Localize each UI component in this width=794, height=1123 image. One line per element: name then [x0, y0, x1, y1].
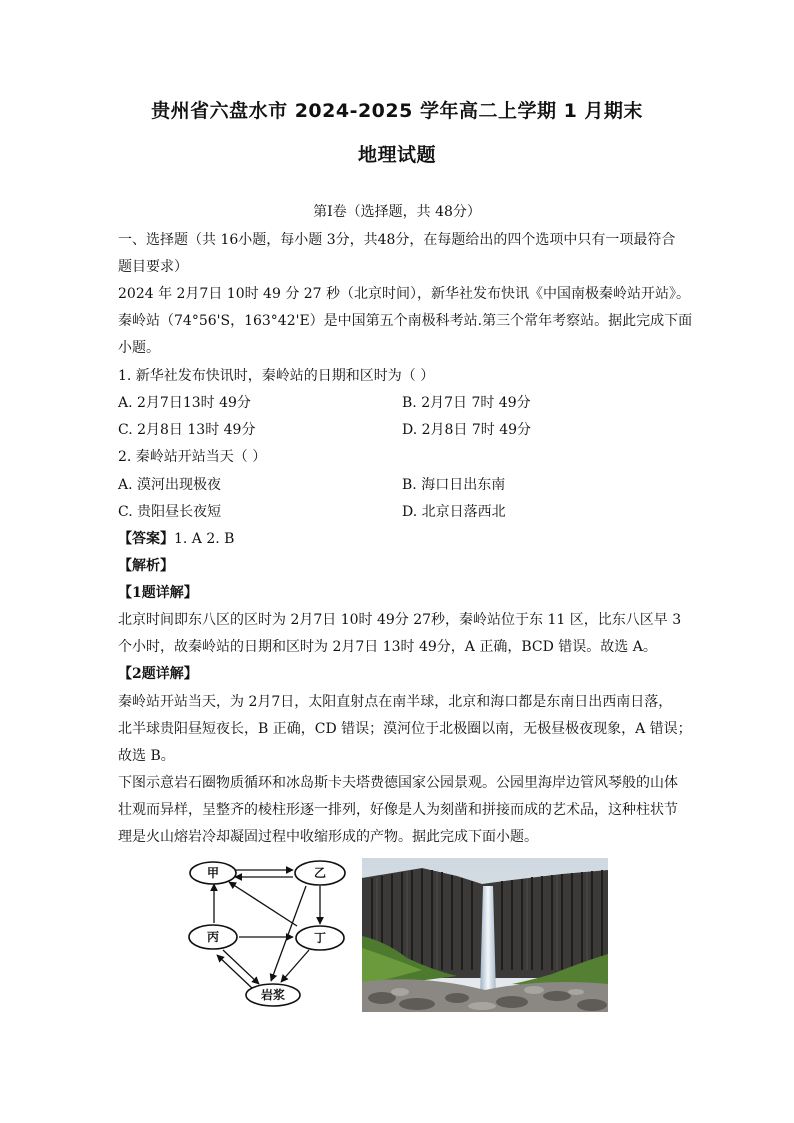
- paper-title: 贵州省六盘水市 2024-2025 学年高二上学期 1 月期末: [151, 100, 643, 122]
- arrow-ding-to-magma: [281, 950, 309, 982]
- basalt-waterfall-photo: [362, 858, 608, 1012]
- label-jia: 甲: [206, 866, 220, 880]
- detail1-label: 【1题详解】: [118, 585, 198, 601]
- arrow-magma-to-bing: [217, 955, 253, 989]
- q2-option-b: B. 海口日出东南: [402, 477, 506, 493]
- label-yi: 乙: [313, 866, 327, 880]
- label-bing: 丙: [206, 930, 220, 944]
- passage1-line-1: 2024 年 2月7日 10时 49 分 27 秒（北京时间），新华社发布快讯《中国南极秦岭站开站》。: [118, 286, 691, 302]
- analysis-label: 【解析】: [118, 558, 174, 574]
- q2-stem: 2. 秦岭站开站当天（ ）: [118, 449, 267, 465]
- detail2-label: 【2题详解】: [118, 666, 198, 682]
- instructions-line-2: 题目要求）: [118, 259, 188, 275]
- detail2-line-2: 北半球贵阳昼短夜长，B 正确，CD 错误；漠河位于北极圈以南，无极昼极夜现象，A 错误；: [118, 721, 692, 737]
- q1-option-b: B. 2月7日 7时 49分: [402, 395, 531, 411]
- answer-label: 【答案】: [118, 531, 174, 547]
- instructions-line-1: 一、选择题（共 16小题，每小题 3分，共48分，在每题给出的四个选项中只有一项最符合: [118, 232, 676, 248]
- passage2-line-2: 壮观而异样，呈整齐的棱柱形逐一排列，好像是人为刻凿和拼接而成的艺术品，这种柱状节: [118, 802, 678, 818]
- q2-option-d: D. 北京日落西北: [402, 504, 506, 520]
- arrow-bing-to-magma: [223, 950, 259, 984]
- q1-option-d: D. 2月8日 7时 49分: [402, 422, 532, 438]
- passage2-line-1: 下图示意岩石圈物质循环和冰岛斯卡夫塔费德国家公园景观。公园里海岸边管风琴般的山体: [118, 775, 678, 791]
- answer-text: 1. A 2. B: [174, 531, 235, 547]
- q1-stem: 1. 新华社发布快讯时，秦岭站的日期和区时为（ ）: [118, 368, 435, 384]
- label-ding: 丁: [313, 931, 327, 945]
- detail1-line-2: 个小时，故秦岭站的日期和区时为 2月7日 13时 49分，A 正确，BCD 错误。故选 A。: [118, 639, 657, 655]
- passage1-line-3: 小题。: [118, 340, 160, 356]
- q2-option-a: A. 漠河出现极夜: [118, 477, 222, 493]
- q1-option-c: C. 2月8日 13时 49分: [118, 422, 256, 438]
- answer-line: [118, 529, 678, 549]
- section-header: 第Ⅰ卷（选择题，共 48分）: [313, 204, 481, 220]
- detail2-line-1: 秦岭站开站当天，为 2月7日，太阳直射点在南半球，北京和海口都是东南日出西南日落，: [118, 694, 673, 710]
- detail2-line-3: 故选 B。: [118, 748, 175, 764]
- label-magma: 岩浆: [260, 988, 286, 1002]
- passage2-line-3: 理是火山熔岩冷却凝固过程中收缩形成的产物。据此完成下面小题。: [118, 829, 538, 845]
- rock-cycle-diagram: [183, 858, 353, 1010]
- detail1-line-1: 北京时间即东八区的区时为 2月7日 10时 49分 27秒，秦岭站位于东 11 区，比东八区早 3: [118, 612, 682, 628]
- q1-option-a: A. 2月7日13时 49分: [118, 395, 251, 411]
- arrow-ding-to-jia: [229, 882, 297, 926]
- passage1-line-2: 秦岭站（74°56'S，163°42'E）是中国第五个南极科考站.第三个常年考察站。据此完成下面: [118, 313, 693, 329]
- paper-subtitle: 地理试题: [357, 144, 436, 166]
- q2-option-c: C. 贵阳昼长夜短: [118, 504, 222, 520]
